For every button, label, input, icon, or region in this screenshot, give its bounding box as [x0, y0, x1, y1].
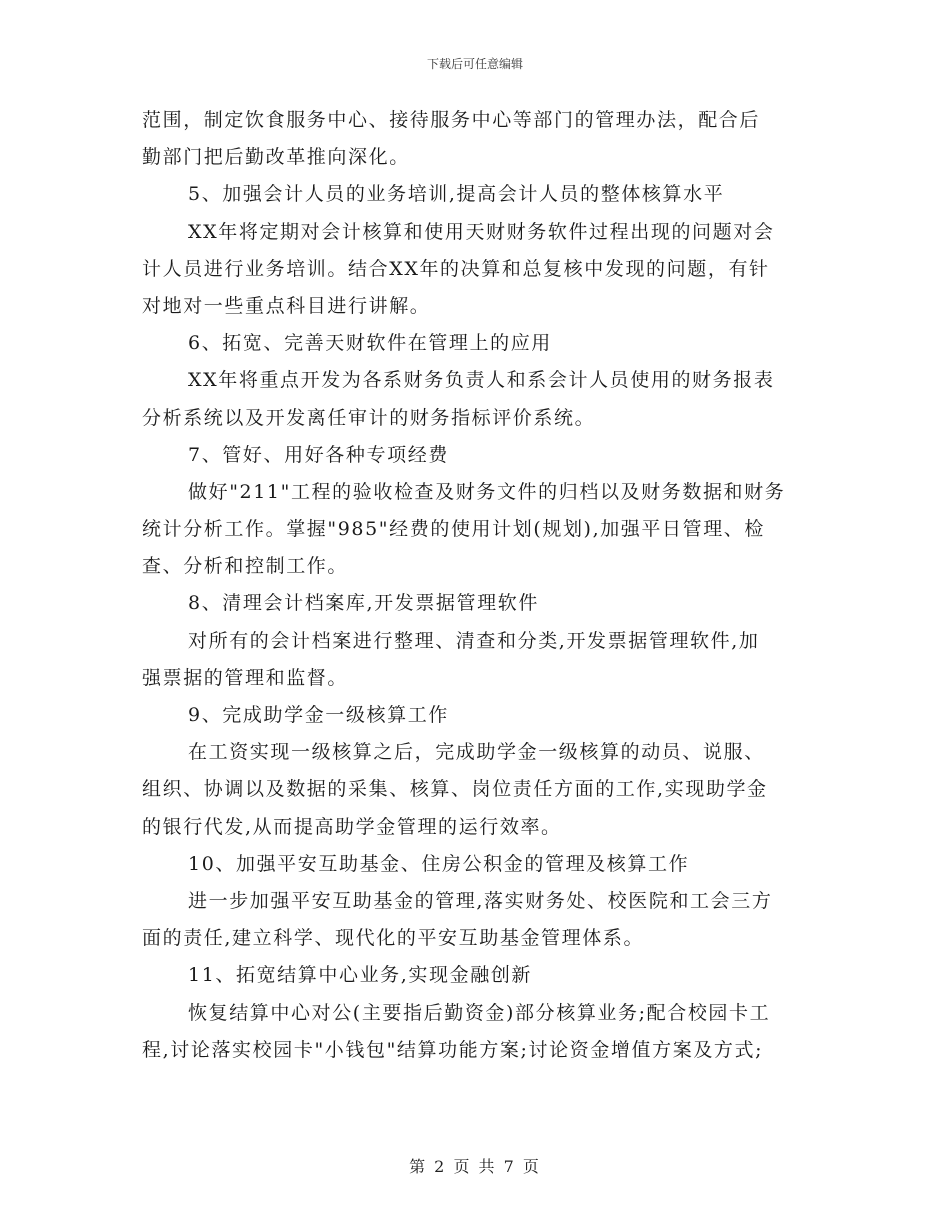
section-heading: 5、加强会计人员的业务培训,提高会计人员的整体核算水平 [188, 183, 725, 206]
page-footer: 第 2 页 共 7 页 [409, 1157, 541, 1176]
text-line: 范围，制定饮食服务中心、接待服务中心等部门的管理办法，配合后 [142, 109, 761, 131]
text-line: 强票据的管理和监督。 [142, 666, 349, 689]
section-heading: 8、清理会计档案库,开发票据管理软件 [188, 592, 539, 615]
section-heading: 9、完成助学金一级核算工作 [188, 704, 449, 726]
section-heading: 10、加强平安互助基金、住房公积金的管理及核算工作 [188, 852, 690, 875]
text-line: 程,讨论落实校园卡"小钱包"结算功能方案;讨论资金增值方案及方式; [142, 1038, 764, 1061]
section-heading: 6、拓宽、完善天财软件在管理上的应用 [188, 332, 552, 355]
text-line: 恢复结算中心对公(主要指后勤资金)部分核算业务;配合校园卡工 [188, 1001, 771, 1024]
text-line: 对所有的会计档案进行整理、清查和分类,开发票据管理软件,加 [188, 629, 760, 652]
text-line: 做好"211"工程的验收检查及财务文件的归档以及财务数据和财务 [188, 480, 786, 503]
text-line: 分析系统以及开发离任审计的财务指标评价系统。 [142, 406, 596, 429]
text-line: 计人员进行业务培训。结合XX年的决算和总复核中发现的问题，有针 [142, 257, 770, 280]
text-line: XX年将重点开发为各系财务负责人和系会计人员使用的财务报表 [188, 369, 775, 392]
section-heading: 7、管好、用好各种专项经费 [188, 443, 449, 466]
text-line: 面的责任,建立科学、现代化的平安互助基金管理体系。 [142, 927, 645, 950]
text-line: 统计分析工作。掌握"985"经费的使用计划(规划),加强平日管理、检 [142, 518, 766, 541]
text-line: 查、分析和控制工作。 [142, 555, 349, 578]
section-heading: 11、拓宽结算中心业务,实现金融创新 [188, 964, 533, 987]
text-line: 的银行代发,从而提高助学金管理的运行效率。 [142, 815, 562, 838]
text-line: 勤部门把后勤改革推向深化。 [142, 146, 410, 169]
text-line: 组织、协调以及数据的采集、核算、岗位责任方面的工作,实现助学金 [142, 778, 768, 801]
text-line: 对地对一些重点科目进行讲解。 [142, 294, 431, 317]
page-header: 下载后可任意编辑 [426, 57, 523, 71]
text-line: 进一步加强平安互助基金的管理,落实财务处、校医院和工会三方 [188, 889, 773, 912]
document-body [142, 102, 802, 1069]
text-line: 在工资实现一级核算之后，完成助学金一级核算的动员、说服、 [188, 741, 765, 764]
text-line: XX年将定期对会计核算和使用天财财务软件过程出现的问题对会 [188, 220, 775, 243]
